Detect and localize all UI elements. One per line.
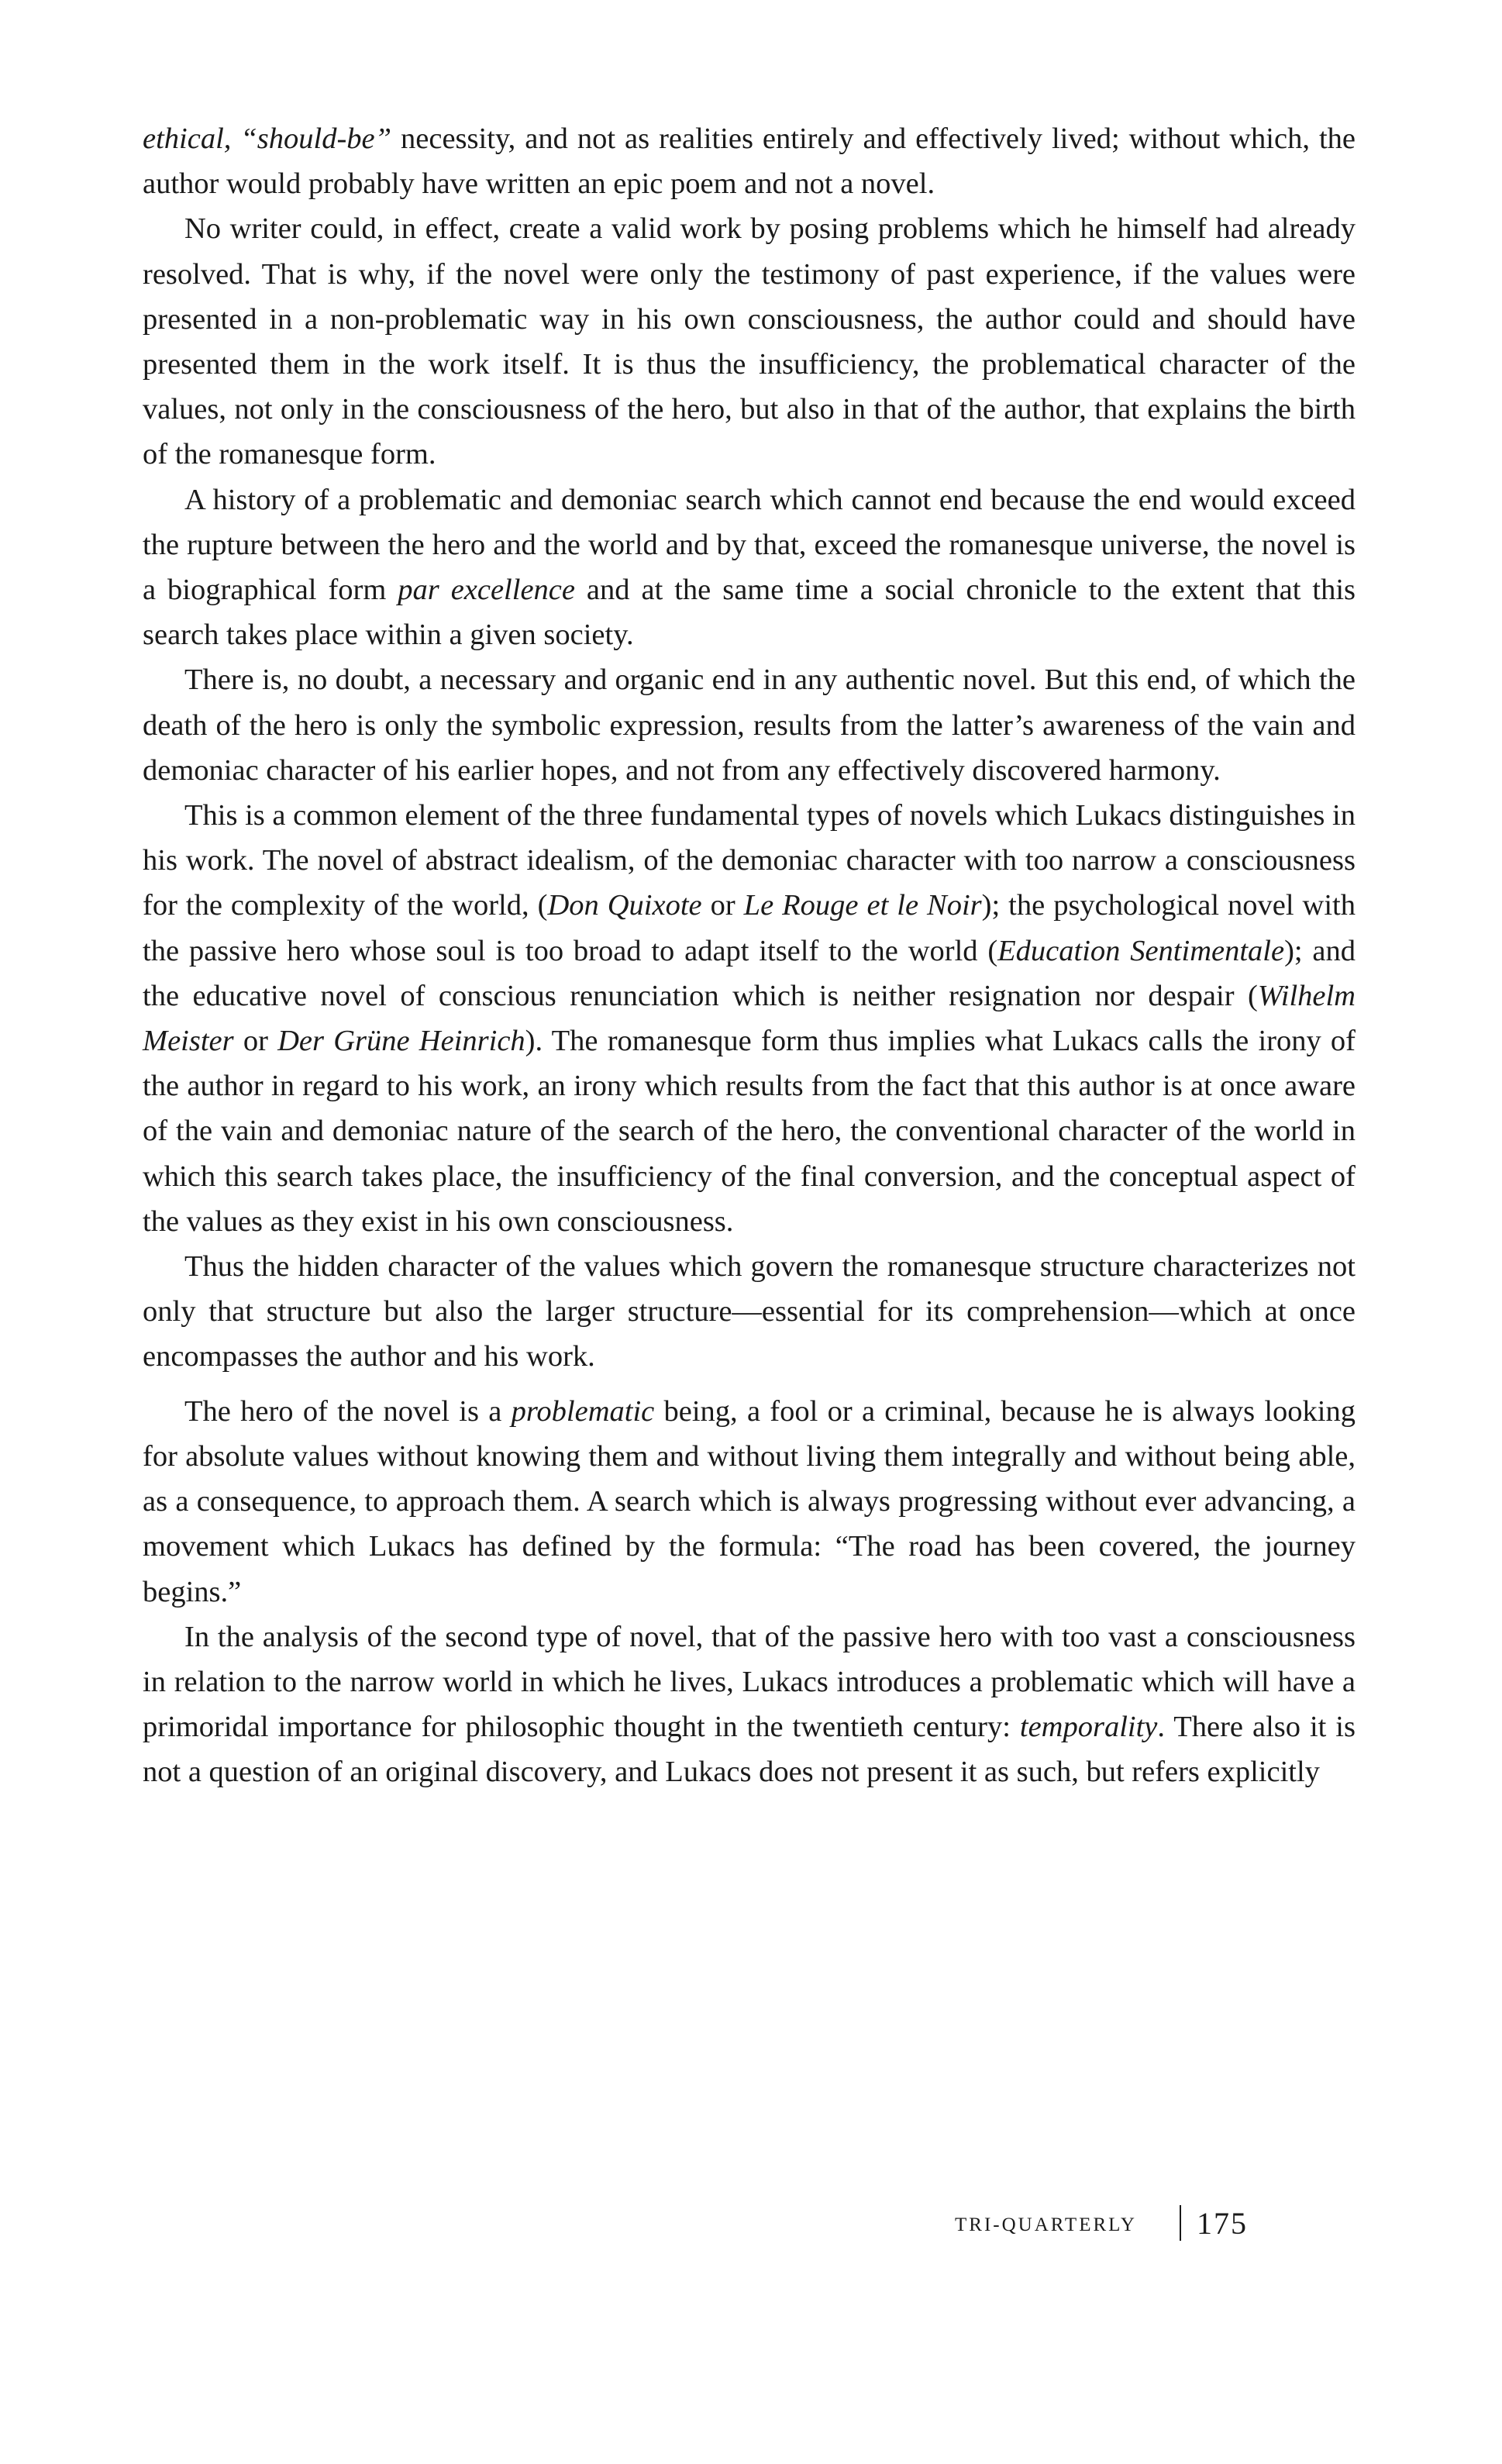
page-footer <box>955 2199 1280 2245</box>
text-run: A history of a problematic and demoniac search which cannot end because the end would exceed the rupture between the hero and the world and by that, exceed the romanesque universe, the novel is a biographical form <box>143 483 1356 607</box>
title-education-sentimentale: Education Sentimentale <box>997 934 1285 967</box>
journal-name: TRI-QUARTERLY <box>955 2214 1137 2235</box>
text-run: necessity, and not as realities entirely and effectively lived; without which, the author would probably have written an epic poem and not a novel. <box>143 122 1356 201</box>
paragraph-6: Thus the hidden character of the values which govern the romanesque structure characterizes not only that structure but also the larger structure—essential for its comprehension—which at once encompasses the author and his work. <box>143 1250 1356 1373</box>
paragraph-7 <box>143 1389 1356 1615</box>
text-run: ); the psychological novel with the passive hero whose soul is too broad to adapt itself to the world ( <box>143 889 1356 967</box>
text-run: or <box>233 1025 278 1058</box>
text-run: ). The romanesque form thus implies what Lukacs calls the irony of the author in regard to his work, an irony which results from the fact that this author is at once aware of the vain and demoniac nature of the search of the hero, the conventional character of the world in which this search takes place, the insufficiency of the final conversion, and the conceptual aspect of the values as they exist in his own consciousness. <box>143 1025 1356 1238</box>
text-run: ); and the educative novel of conscious renunciation which is neither resignation nor despair ( <box>143 934 1356 1012</box>
emphasis-problematic: problematic <box>511 1394 655 1428</box>
paragraph-2: No writer could, in effect, create a valid work by posing problems which he himself had already resolved. That is why, if the novel were only the testimony of past experience, if the values were presented in a non-problematic way in his own consciousness, the author could and should have presented them in the work itself. It is thus the insufficiency, the problematical character of the values, not only in the consciousness of the hero, but also in that of the author, that explains the birth of the romanesque form. <box>143 212 1356 471</box>
paragraph-1 <box>143 116 1356 206</box>
title-der-grune-heinrich: Der Grüne Heinrich <box>277 1025 525 1058</box>
emphasis-should-be: ethical, “should-be” <box>143 122 392 155</box>
paragraph-3 <box>143 477 1356 658</box>
title-wilhelm-meister: Wilhelm Meister <box>143 979 1356 1058</box>
text-run: This is a common element of the three fundamental types of novels which Lukacs distinguishes in his work. The novel of abstract idealism, of the demoniac character with too narrow a consciousness for the complexity of the world, ( <box>143 799 1356 922</box>
page-number: 175 <box>1197 2206 1248 2241</box>
emphasis-temporality: temporality <box>1019 1711 1158 1744</box>
text-run: being, a fool or a criminal, because he is always looking for absolute values without knowing them and without living them integrally and without being able, as a consequence, to approach them. A search which is always progressing without ever advancing, a movement which Lukacs has defined by the formula: “The road has been covered, the journey begins.” <box>143 1394 1356 1608</box>
paragraph-4: There is, no doubt, a necessary and organic end in any authentic novel. But this end, of which the death of the hero is only the symbolic expression, results from the latter’s awareness of the vain and demoniac character of his earlier hopes, and not from any effectively discovered harmony. <box>143 663 1356 787</box>
article-body <box>143 116 1356 1795</box>
emphasis-par-excellence: par excellence <box>398 574 575 607</box>
title-don-quixote: Don Quixote <box>547 889 702 922</box>
title-le-rouge-et-le-noir: Le Rouge et le Noir <box>743 889 982 922</box>
text-run: and at the same time a social chronicle to the extent that this search takes place within a given society. <box>143 574 1356 652</box>
text-run: The hero of the novel is a <box>184 1394 512 1428</box>
text-run: . There also it is not a question of an original discovery, and Lukacs does not present it as such, but refers explicitly <box>143 1711 1356 1789</box>
text-run: or <box>701 889 744 922</box>
footer-divider <box>1180 2205 1181 2241</box>
paragraph-8 <box>143 1615 1356 1795</box>
text-run: In the analysis of the second type of novel, that of the passive hero with too vast a consciousness in relation to the narrow world in which he lives, Lukacs introduces a problematic which will have a primoridal importance for philosophic thought in the twentieth century: <box>143 1620 1356 1744</box>
paragraph-5 <box>143 793 1356 1244</box>
